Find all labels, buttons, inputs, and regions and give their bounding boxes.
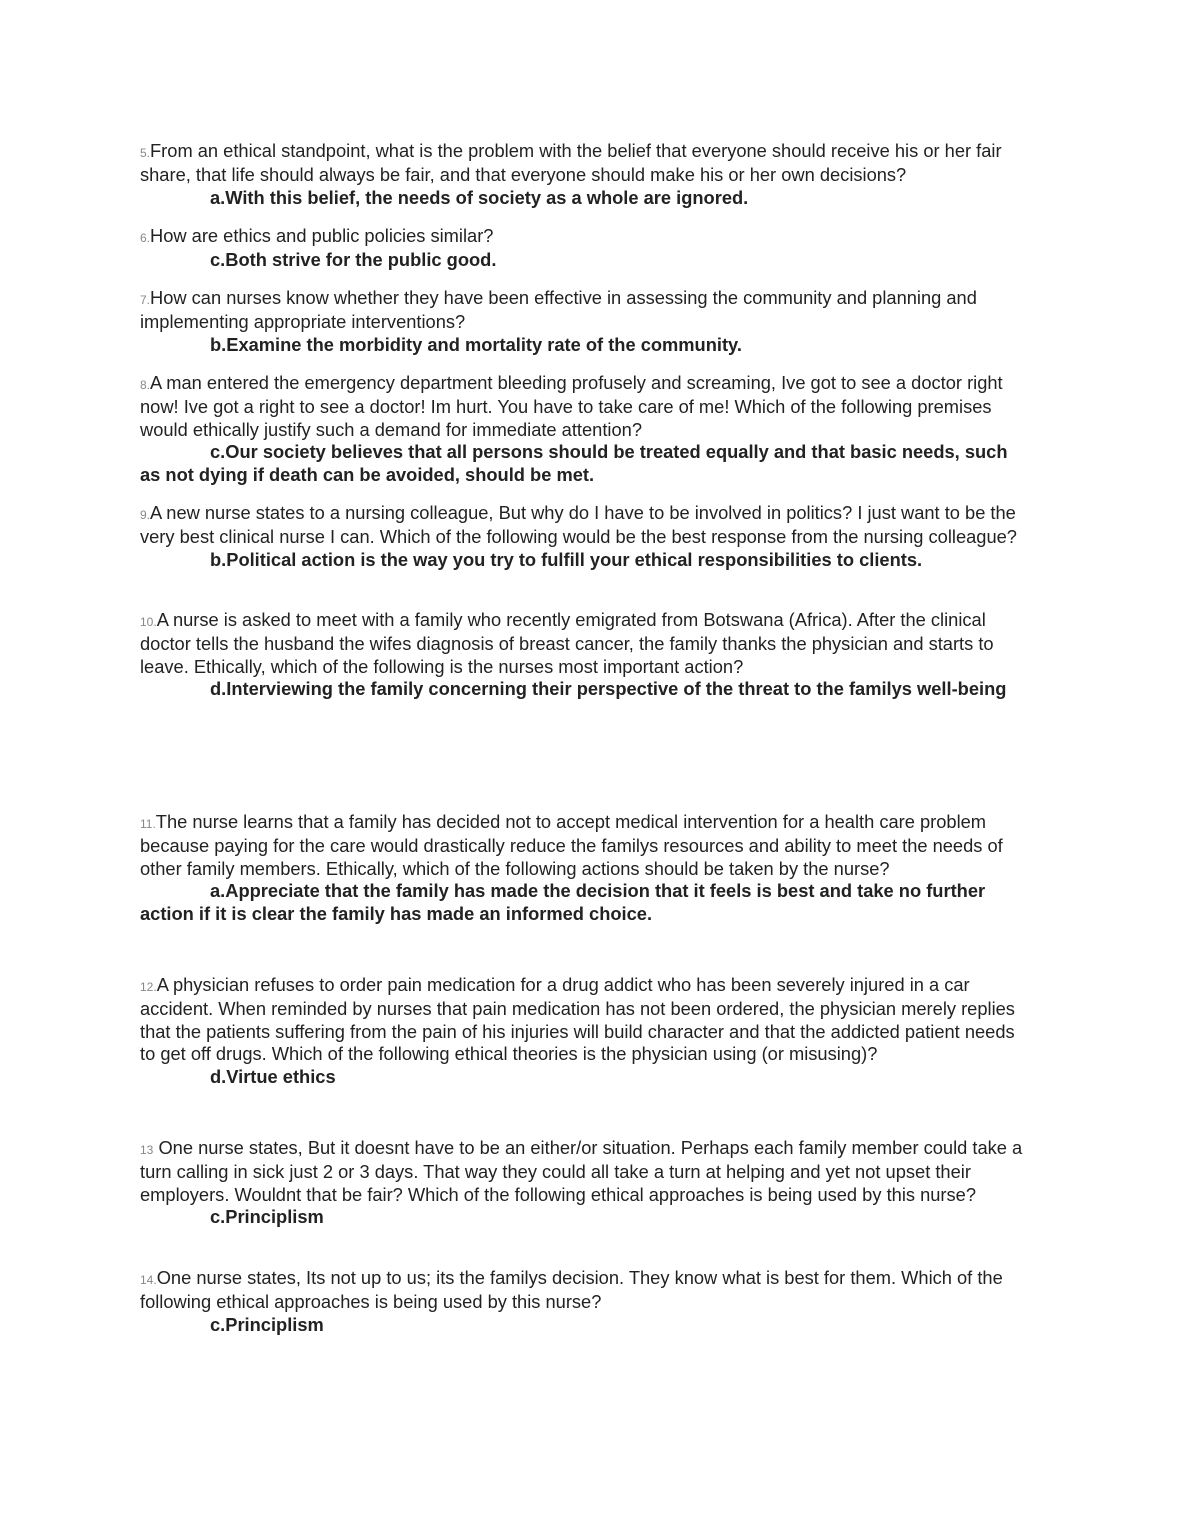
answer-text: b.Examine the morbidity and mortality rate of the community. bbox=[210, 333, 742, 355]
question-body: A man entered the emergency department bleeding profusely and screaming, Ive got to see a doctor right now! Ive got a right to see a doctor! Im hurt. You have to take care of me! Which of the following premises would ethically justify such a demand for immediate attention? bbox=[140, 372, 1003, 440]
question-block bbox=[140, 1267, 1030, 1336]
question-body: A new nurse states to a nursing colleague, But why do I have to be involved in politics? I just want to be the very best clinical nurse I can. Which of the following would be the best response from the nursing colleague? bbox=[140, 502, 1017, 548]
question-text bbox=[140, 811, 1030, 880]
question-number: 12. bbox=[140, 980, 157, 994]
question-number: 9. bbox=[140, 508, 151, 522]
question-block bbox=[140, 287, 1030, 356]
answer-text: d.Virtue ethics bbox=[210, 1065, 336, 1087]
question-body: One nurse states, But it doesnt have to be an either/or situation. Perhaps each family member could take a turn calling in sick just 2 or 3 days. That way they could all take a turn at helping and yet not upset their employers. Wouldnt that be fair? Which of the following ethical approaches is being used by this nurse? bbox=[140, 1137, 1023, 1205]
question-text bbox=[140, 225, 1030, 249]
answer-text: c.Our society believes that all persons should be treated equally and that basic needs, such as not dying if death can be avoided, should be met. bbox=[140, 441, 1008, 485]
question-text bbox=[140, 609, 1030, 678]
question-text bbox=[140, 974, 1030, 1066]
question-block bbox=[140, 609, 1030, 701]
question-body: How are ethics and public policies similar? bbox=[150, 225, 494, 246]
question-number: 13 bbox=[140, 1143, 154, 1157]
question-body: One nurse states, Its not up to us; its the familys decision. They know what is best for them. Which of the following ethical approaches is being used by this nurse? bbox=[140, 1267, 1003, 1313]
question-block bbox=[140, 502, 1030, 571]
answer-text: c.Both strive for the public good. bbox=[210, 249, 497, 271]
question-text bbox=[140, 1267, 1030, 1314]
question-block bbox=[140, 140, 1030, 209]
answer-text: c.Principlism bbox=[210, 1206, 324, 1228]
question-text bbox=[140, 1137, 1030, 1206]
question-number: 14. bbox=[140, 1273, 157, 1287]
question-number: 6. bbox=[140, 231, 151, 245]
question-text bbox=[140, 287, 1030, 334]
question-text bbox=[140, 502, 1030, 549]
question-body: How can nurses know whether they have been effective in assessing the community and planning and implementing appropriate interventions? bbox=[140, 287, 977, 333]
answer-text: a.Appreciate that the family has made the decision that it feels is best and take no further action if it is clear the family has made an informed choice. bbox=[140, 880, 986, 924]
question-number: 8. bbox=[140, 378, 151, 392]
question-block bbox=[140, 974, 1030, 1088]
answer-text: b.Political action is the way you try to fulfill your ethical responsibilities to clients. bbox=[210, 548, 923, 570]
question-block bbox=[140, 372, 1030, 486]
question-number: 7. bbox=[140, 293, 151, 307]
answer-text: a.With this belief, the needs of society as a whole are ignored. bbox=[210, 186, 749, 208]
question-number: 10. bbox=[140, 615, 157, 629]
question-block bbox=[140, 1137, 1030, 1229]
question-body: A nurse is asked to meet with a family who recently emigrated from Botswana (Africa). After the clinical doctor tells the husband the wifes diagnosis of breast cancer, the family thanks the physician and starts to leave. Ethically, which of the following is the nurses most important action? bbox=[140, 609, 994, 677]
answer-text: d.Interviewing the family concerning their perspective of the threat to the familys well-being bbox=[210, 678, 1007, 700]
question-number: 11. bbox=[140, 817, 156, 831]
question-body: The nurse learns that a family has decided not to accept medical intervention for a health care problem because paying for the care would drastically reduce the familys resources and ability to meet the needs of other family members. Ethically, which of the following actions should be taken by the nurse? bbox=[140, 811, 1003, 879]
question-number: 5. bbox=[140, 146, 151, 160]
question-block bbox=[140, 811, 1030, 925]
answer-text: c.Principlism bbox=[210, 1313, 324, 1335]
question-block bbox=[140, 225, 1030, 272]
question-body: A physician refuses to order pain medication for a drug addict who has been severely injured in a car accident. When reminded by nurses that pain medication has not been ordered, the physician merely replies that the patients suffering from the pain of his injuries will build character and that the addicted patient needs to get off drugs. Which of the following ethical theories is the physician using (or misusing)? bbox=[140, 974, 1015, 1065]
question-text bbox=[140, 372, 1030, 441]
question-text bbox=[140, 140, 1030, 187]
question-body: From an ethical standpoint, what is the problem with the belief that everyone should receive his or her fair share, that life should always be fair, and that everyone should make his or her own decisions? bbox=[140, 140, 1002, 186]
